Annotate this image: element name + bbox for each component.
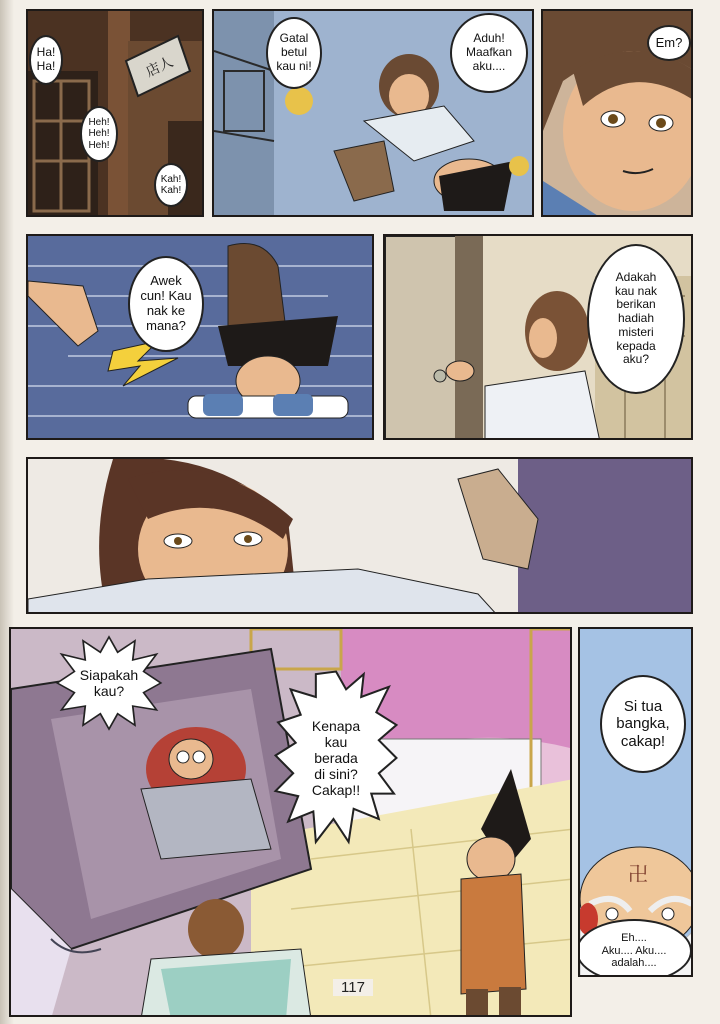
speech-ha-ha: Ha! Ha! bbox=[29, 35, 63, 85]
speech-aduh-maafkan: Aduh! Maafkan aku.... bbox=[450, 13, 528, 93]
speech-eh-aku-adalah: Eh.... Aku.... Aku.... adalah.... bbox=[578, 919, 692, 977]
panel-7-cabinet-old-man bbox=[9, 627, 572, 1017]
speech-kah-kah: Kah! Kah! bbox=[154, 163, 188, 207]
svg-text:卍: 卍 bbox=[628, 862, 648, 886]
panel-2-girl-jumps bbox=[212, 9, 534, 217]
burst-kenapa bbox=[273, 669, 399, 847]
siapakah-text: Siapakah kau? bbox=[79, 666, 139, 699]
kenapa-text: Kenapa kau berada di sini? Cakap!! bbox=[311, 717, 361, 799]
panel-1-tavern-exterior bbox=[26, 9, 204, 217]
panel-3-girl-closeup bbox=[541, 9, 693, 217]
panel-8-old-man-face bbox=[578, 627, 693, 977]
panel-6-girl-glare bbox=[26, 457, 693, 614]
svg-text:店人: 店人 bbox=[143, 54, 176, 81]
burst-siapakah bbox=[55, 635, 163, 731]
speech-gatal-betul: Gatal betul kau ni! bbox=[266, 17, 322, 89]
speech-adakah-hadiah: Adakah kau nak berikan hadiah misteri kepada aku? bbox=[587, 244, 685, 394]
glare-art bbox=[28, 459, 693, 614]
speech-heh-heh: Heh! Heh! Heh! bbox=[80, 106, 118, 162]
speech-si-tua-bangka: Si tua bangka, cakap! bbox=[600, 675, 686, 773]
panel-4-boy-crawling bbox=[26, 234, 374, 440]
speech-awek-cun: Awek cun! Kau nak ke mana? bbox=[128, 256, 204, 352]
page-number: 117 bbox=[333, 979, 373, 996]
speech-em: Em? bbox=[647, 25, 691, 61]
crawling-art bbox=[28, 236, 374, 440]
panel-5-girl-at-door bbox=[383, 234, 693, 440]
